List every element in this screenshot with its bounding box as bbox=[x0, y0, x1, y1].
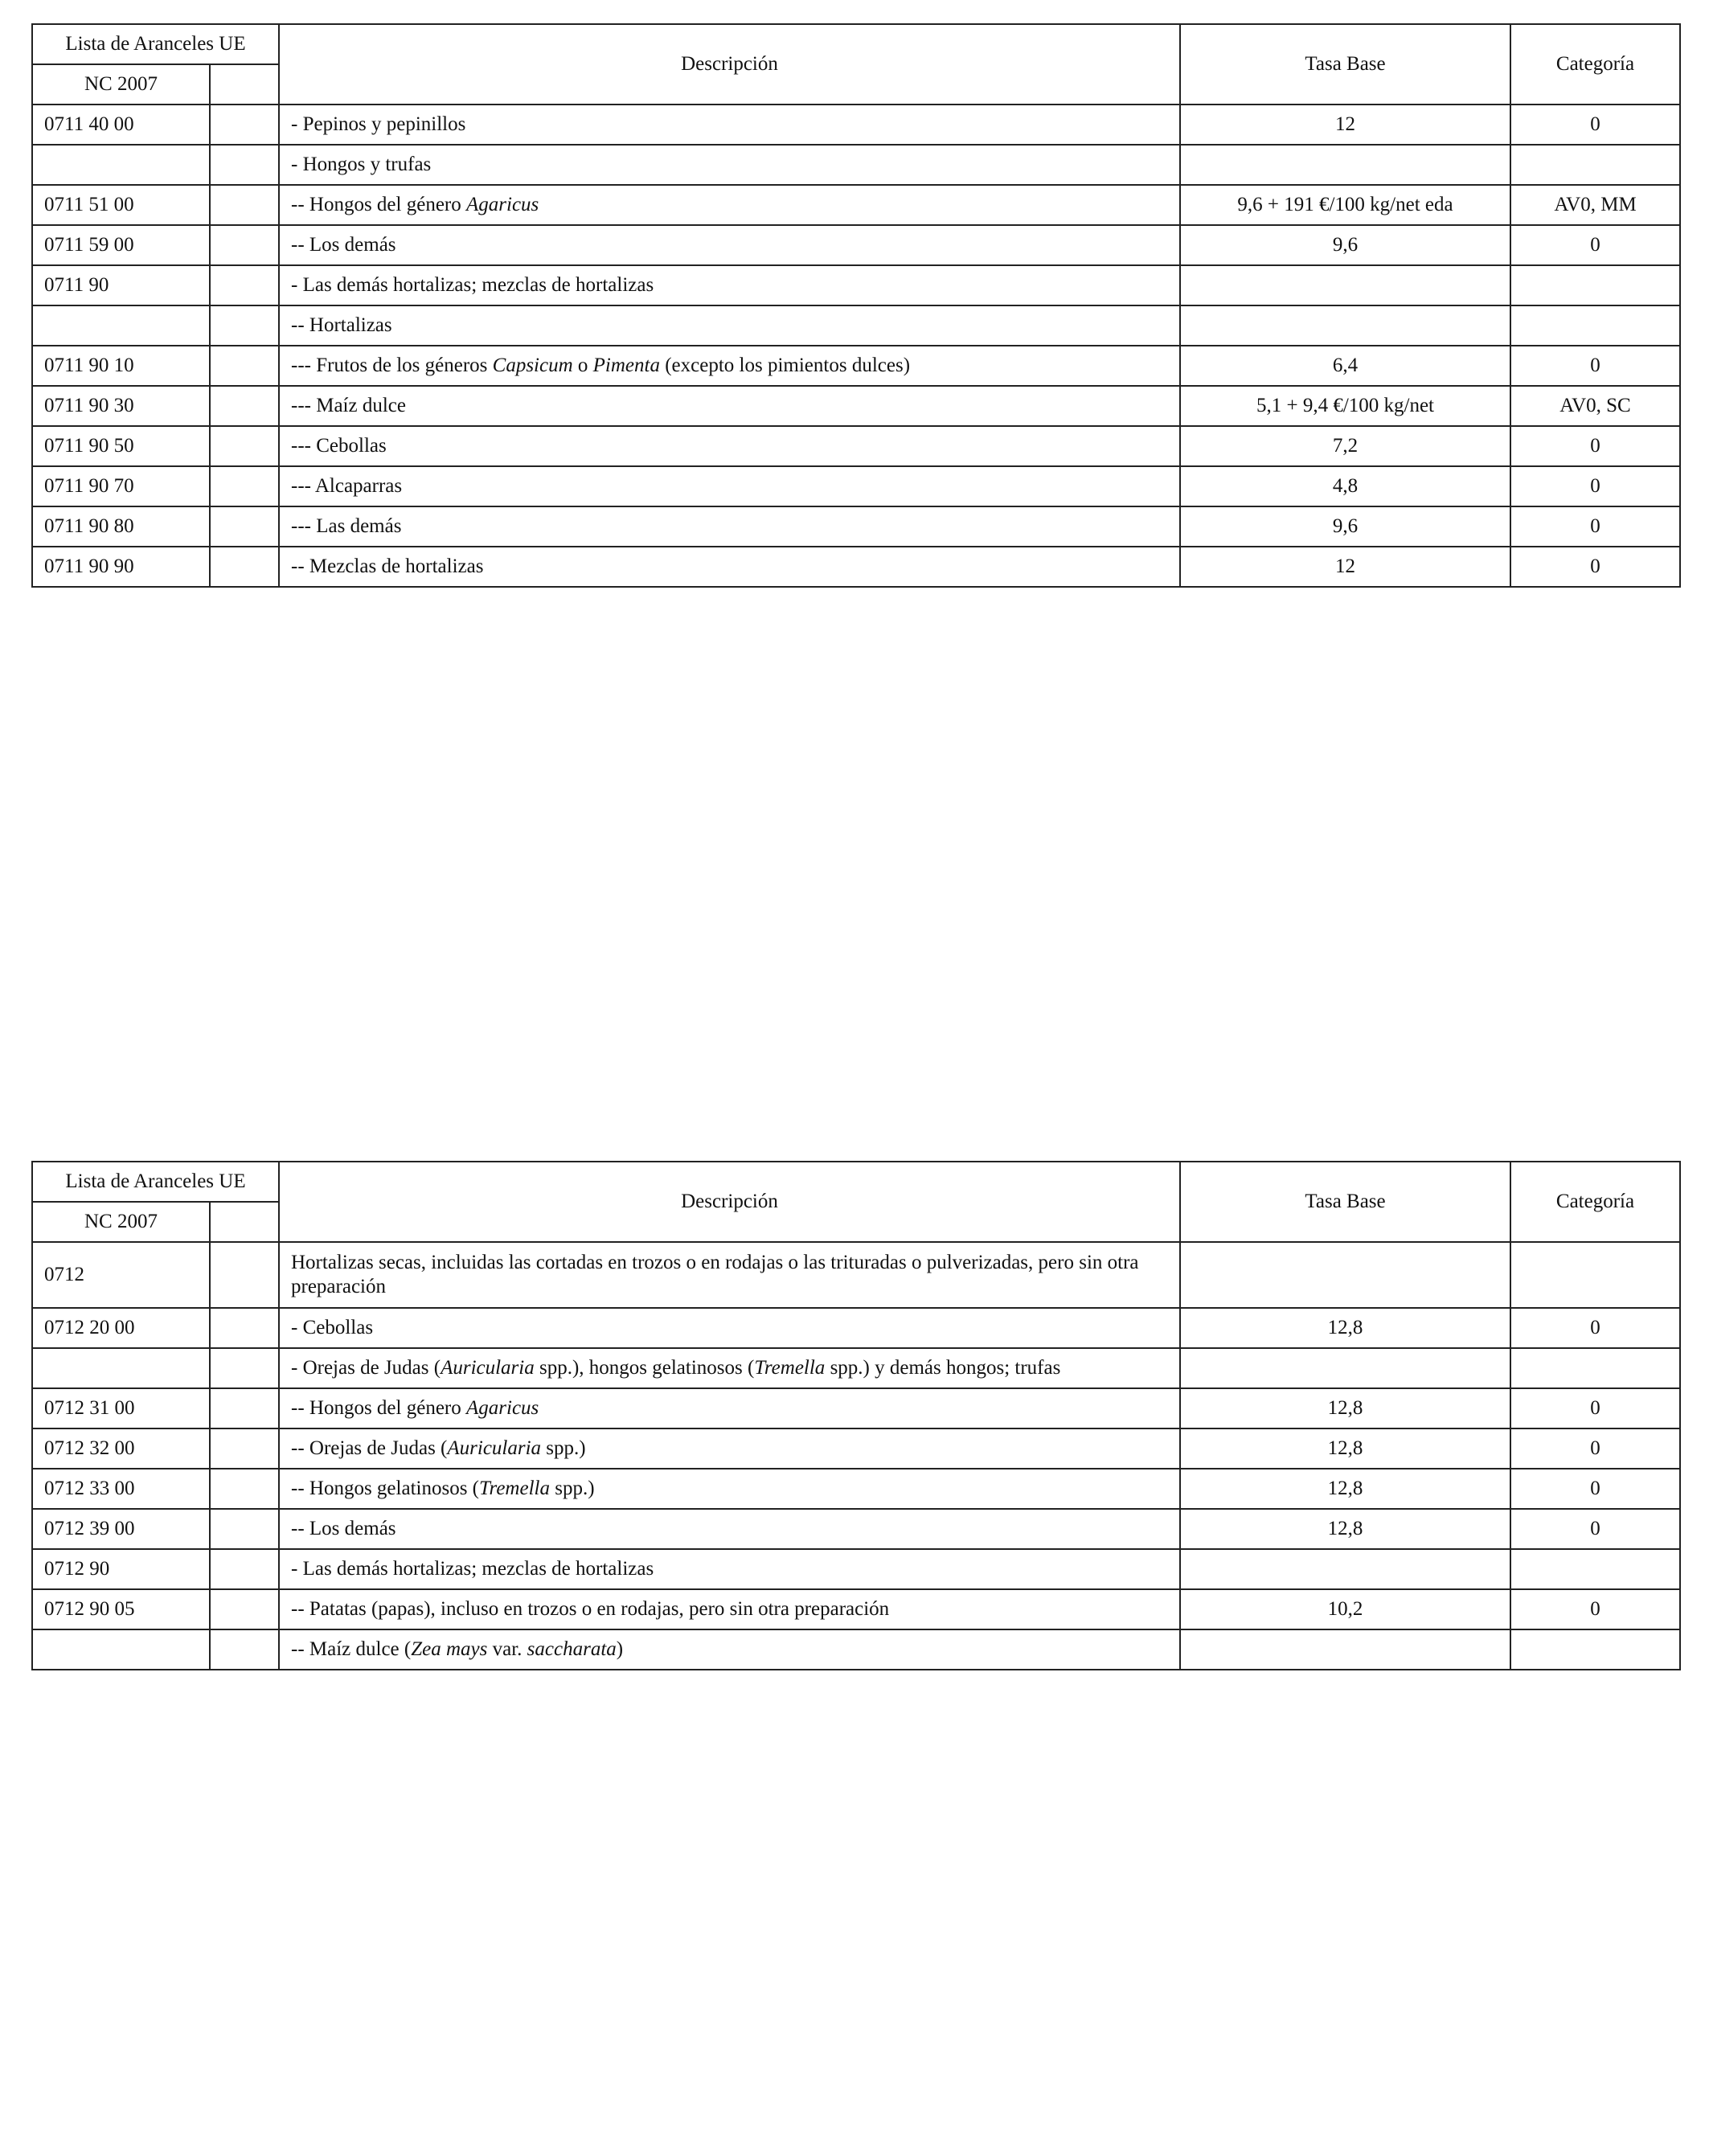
description: --- Las demás bbox=[279, 506, 1180, 547]
description-text: -- Hongos del género bbox=[291, 194, 466, 215]
empty-cell bbox=[210, 185, 279, 225]
description-italic: Agaricus bbox=[466, 194, 539, 215]
category: 0 bbox=[1510, 1428, 1680, 1469]
description: - Pepinos y pepinillos bbox=[279, 105, 1180, 145]
cn-code: 0711 90 bbox=[32, 265, 210, 305]
category: 0 bbox=[1510, 1509, 1680, 1549]
empty-cell bbox=[210, 105, 279, 145]
description-text: - Orejas de Judas ( bbox=[291, 1357, 441, 1379]
empty-cell bbox=[210, 1308, 279, 1348]
cn-code: 0712 32 00 bbox=[32, 1428, 210, 1469]
description-text: spp.) y demás hongos; trufas bbox=[825, 1357, 1061, 1379]
empty-cell bbox=[210, 466, 279, 506]
category: AV0, SC bbox=[1510, 386, 1680, 426]
tariff-table-0712 bbox=[31, 1161, 1681, 1670]
description-italic: Auricularia bbox=[441, 1357, 535, 1379]
header-nc-2007: NC 2007 bbox=[32, 1202, 210, 1242]
description: --- Alcaparras bbox=[279, 466, 1180, 506]
description: -- Los demás bbox=[279, 225, 1180, 265]
description bbox=[279, 1469, 1180, 1509]
category bbox=[1510, 1629, 1680, 1670]
base-rate: 5,1 + 9,4 €/100 kg/net bbox=[1180, 386, 1510, 426]
base-rate bbox=[1180, 1348, 1510, 1388]
empty-cell bbox=[210, 1348, 279, 1388]
empty-cell bbox=[210, 265, 279, 305]
category bbox=[1510, 265, 1680, 305]
empty-cell bbox=[210, 225, 279, 265]
table-row bbox=[32, 386, 1680, 426]
base-rate bbox=[1180, 265, 1510, 305]
description-italic: Auricularia bbox=[447, 1437, 542, 1459]
cn-code bbox=[32, 145, 210, 185]
header-list-title: Lista de Aranceles UE bbox=[32, 1162, 279, 1202]
base-rate bbox=[1180, 1242, 1510, 1308]
table-row bbox=[32, 1348, 1680, 1388]
table-row bbox=[32, 1242, 1680, 1308]
description: -- Patatas (papas), incluso en trozos o en rodajas, pero sin otra preparación bbox=[279, 1589, 1180, 1629]
category: 0 bbox=[1510, 225, 1680, 265]
description-italic: saccharata bbox=[527, 1638, 617, 1660]
description: --- Cebollas bbox=[279, 426, 1180, 466]
table-row bbox=[32, 145, 1680, 185]
table-row bbox=[32, 346, 1680, 386]
cn-code: 0711 59 00 bbox=[32, 225, 210, 265]
empty-cell bbox=[210, 547, 279, 587]
category: 0 bbox=[1510, 105, 1680, 145]
cn-code bbox=[32, 1629, 210, 1670]
category bbox=[1510, 1348, 1680, 1388]
category: 0 bbox=[1510, 426, 1680, 466]
description: - Cebollas bbox=[279, 1308, 1180, 1348]
table-row bbox=[32, 426, 1680, 466]
table-row bbox=[32, 506, 1680, 547]
empty-cell bbox=[210, 426, 279, 466]
header-description: Descripción bbox=[279, 24, 1180, 105]
description: - Las demás hortalizas; mezclas de hortalizas bbox=[279, 1549, 1180, 1589]
base-rate bbox=[1180, 1629, 1510, 1670]
description-italic: Tremella bbox=[479, 1478, 550, 1499]
description-text: -- Orejas de Judas ( bbox=[291, 1437, 448, 1459]
cn-code bbox=[32, 1348, 210, 1388]
empty-cell bbox=[210, 145, 279, 185]
empty-cell bbox=[210, 1428, 279, 1469]
empty-cell bbox=[210, 305, 279, 346]
category: AV0, MM bbox=[1510, 185, 1680, 225]
base-rate: 7,2 bbox=[1180, 426, 1510, 466]
base-rate: 10,2 bbox=[1180, 1589, 1510, 1629]
cn-code: 0711 90 70 bbox=[32, 466, 210, 506]
cn-code: 0711 40 00 bbox=[32, 105, 210, 145]
cn-code: 0711 90 10 bbox=[32, 346, 210, 386]
tariff-table-0711 bbox=[31, 23, 1681, 588]
category bbox=[1510, 145, 1680, 185]
table-row bbox=[32, 1549, 1680, 1589]
category bbox=[1510, 305, 1680, 346]
table-row bbox=[32, 1589, 1680, 1629]
cn-code: 0712 31 00 bbox=[32, 1388, 210, 1428]
cn-code bbox=[32, 305, 210, 346]
description bbox=[279, 1388, 1180, 1428]
description-text: var. bbox=[487, 1638, 527, 1660]
table-row bbox=[32, 185, 1680, 225]
header-empty-cell bbox=[210, 64, 279, 105]
description-text: ) bbox=[616, 1638, 624, 1660]
table-row bbox=[32, 1509, 1680, 1549]
empty-cell bbox=[210, 1549, 279, 1589]
header-row-top bbox=[32, 1162, 1680, 1202]
cn-code: 0711 51 00 bbox=[32, 185, 210, 225]
empty-cell bbox=[210, 346, 279, 386]
table-row bbox=[32, 1388, 1680, 1428]
description bbox=[279, 1348, 1180, 1388]
header-category: Categoría bbox=[1510, 1162, 1680, 1242]
description-text: (excepto los pimientos dulces) bbox=[659, 355, 911, 376]
description-italic: Zea mays bbox=[411, 1638, 488, 1660]
table-row bbox=[32, 105, 1680, 145]
category: 0 bbox=[1510, 1589, 1680, 1629]
cn-code: 0712 90 bbox=[32, 1549, 210, 1589]
description-text: -- Maíz dulce ( bbox=[291, 1638, 412, 1660]
table-row bbox=[32, 1469, 1680, 1509]
cn-code: 0711 90 90 bbox=[32, 547, 210, 587]
base-rate: 12,8 bbox=[1180, 1308, 1510, 1348]
empty-cell bbox=[210, 1388, 279, 1428]
description-italic: Tremella bbox=[754, 1357, 826, 1379]
base-rate bbox=[1180, 305, 1510, 346]
table-row bbox=[32, 225, 1680, 265]
description bbox=[279, 1629, 1180, 1670]
base-rate: 12,8 bbox=[1180, 1388, 1510, 1428]
description: --- Maíz dulce bbox=[279, 386, 1180, 426]
base-rate: 6,4 bbox=[1180, 346, 1510, 386]
description-text: -- Hongos gelatinosos ( bbox=[291, 1478, 479, 1499]
description-text: spp.) bbox=[541, 1437, 586, 1459]
category: 0 bbox=[1510, 346, 1680, 386]
table-row bbox=[32, 1428, 1680, 1469]
empty-cell bbox=[210, 1589, 279, 1629]
category: 0 bbox=[1510, 1388, 1680, 1428]
cn-code: 0711 90 80 bbox=[32, 506, 210, 547]
base-rate: 9,6 + 191 €/100 kg/net eda bbox=[1180, 185, 1510, 225]
empty-cell bbox=[210, 1629, 279, 1670]
category: 0 bbox=[1510, 506, 1680, 547]
empty-cell bbox=[210, 386, 279, 426]
base-rate: 9,6 bbox=[1180, 506, 1510, 547]
cn-code: 0711 90 50 bbox=[32, 426, 210, 466]
table-row bbox=[32, 547, 1680, 587]
cn-code: 0712 39 00 bbox=[32, 1509, 210, 1549]
header-list-title: Lista de Aranceles UE bbox=[32, 24, 279, 64]
table-row bbox=[32, 466, 1680, 506]
table-row bbox=[32, 1629, 1680, 1670]
cn-code: 0712 20 00 bbox=[32, 1308, 210, 1348]
header-description: Descripción bbox=[279, 1162, 1180, 1242]
description-italic: Pimenta bbox=[592, 355, 660, 376]
table-row bbox=[32, 305, 1680, 346]
base-rate: 12,8 bbox=[1180, 1428, 1510, 1469]
description-text: spp.), hongos gelatinosos ( bbox=[534, 1357, 755, 1379]
base-rate: 4,8 bbox=[1180, 466, 1510, 506]
description bbox=[279, 1428, 1180, 1469]
header-category: Categoría bbox=[1510, 24, 1680, 105]
header-base-rate: Tasa Base bbox=[1180, 24, 1510, 105]
empty-cell bbox=[210, 1509, 279, 1549]
header-empty-cell bbox=[210, 1202, 279, 1242]
header-row-top bbox=[32, 24, 1680, 64]
description-text: --- Frutos de los géneros bbox=[291, 355, 493, 376]
description-italic: Capsicum bbox=[492, 355, 573, 376]
description: - Hongos y trufas bbox=[279, 145, 1180, 185]
base-rate bbox=[1180, 145, 1510, 185]
base-rate: 12 bbox=[1180, 547, 1510, 587]
description-text: spp.) bbox=[549, 1478, 595, 1499]
table-row bbox=[32, 1308, 1680, 1348]
cn-code: 0712 33 00 bbox=[32, 1469, 210, 1509]
description: Hortalizas secas, incluidas las cortadas en trozos o en rodajas o las trituradas o pulverizadas, pero sin otra preparación bbox=[279, 1242, 1180, 1308]
base-rate: 12,8 bbox=[1180, 1469, 1510, 1509]
category: 0 bbox=[1510, 466, 1680, 506]
description-italic: Agaricus bbox=[466, 1397, 539, 1419]
description: -- Los demás bbox=[279, 1509, 1180, 1549]
category: 0 bbox=[1510, 1469, 1680, 1509]
table-row bbox=[32, 265, 1680, 305]
cn-code: 0712 90 05 bbox=[32, 1589, 210, 1629]
description: -- Hortalizas bbox=[279, 305, 1180, 346]
base-rate bbox=[1180, 1549, 1510, 1589]
base-rate: 12 bbox=[1180, 105, 1510, 145]
description-text: o bbox=[572, 355, 593, 376]
category bbox=[1510, 1242, 1680, 1308]
header-nc-2007: NC 2007 bbox=[32, 64, 210, 105]
cn-code: 0712 bbox=[32, 1242, 210, 1308]
description-text: -- Hongos del género bbox=[291, 1397, 466, 1419]
description bbox=[279, 185, 1180, 225]
description bbox=[279, 346, 1180, 386]
category: 0 bbox=[1510, 1308, 1680, 1348]
category bbox=[1510, 1549, 1680, 1589]
empty-cell bbox=[210, 1469, 279, 1509]
category: 0 bbox=[1510, 547, 1680, 587]
base-rate: 9,6 bbox=[1180, 225, 1510, 265]
cn-code: 0711 90 30 bbox=[32, 386, 210, 426]
empty-cell bbox=[210, 506, 279, 547]
empty-cell bbox=[210, 1242, 279, 1308]
header-base-rate: Tasa Base bbox=[1180, 1162, 1510, 1242]
description: -- Mezclas de hortalizas bbox=[279, 547, 1180, 587]
base-rate: 12,8 bbox=[1180, 1509, 1510, 1549]
description: - Las demás hortalizas; mezclas de hortalizas bbox=[279, 265, 1180, 305]
